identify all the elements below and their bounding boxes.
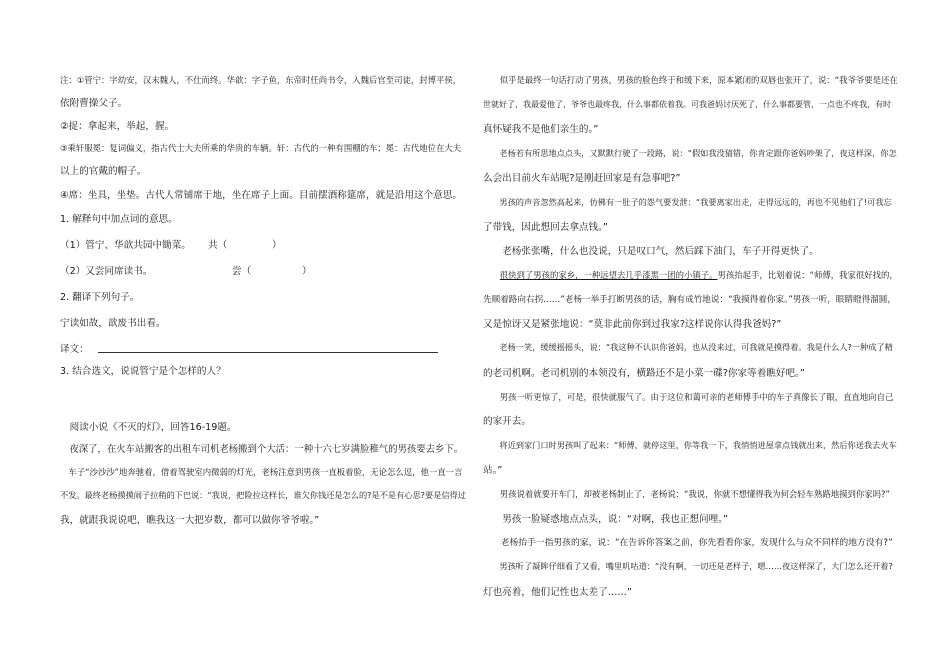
question-2-title: 2. 翻译下列句子。: [60, 292, 140, 303]
story-paragraph-line: 我，就跟我说说吧，瞧我这一大把岁数，都可以做你爷爷啦。”: [60, 515, 320, 526]
note-line: ④席：坐具，坐垫。古代人常铺席于地，坐在席子上面。目前摆酒称筵席，就是沿用这个意思。: [60, 190, 462, 201]
story-line: 么会出目前火车站呢?是刚赶回家是有急事吧?”: [483, 173, 681, 184]
story-line: 真怀疑我不是他们亲生的。”: [483, 124, 599, 135]
story-paragraph-line: 夜深了，在火车站搬客的出租车司机老杨搬到个大活：一种十六七岁满脸稚气的男孩要去乡下。: [69, 444, 464, 455]
story-line: 的家开去。: [483, 416, 531, 427]
story-line: 男孩说着就要开车门，却被老杨制止了，老杨说：“我说，你就不想懂得我为何会轻车熟路地摸到你家吗?”: [499, 489, 890, 499]
story-line: 男孩一脸疑惑地点点头，说：“对啊，我也正想问哩。”: [502, 514, 728, 525]
question-2-sentence: 宁读如故，歆废书出看。: [60, 318, 166, 329]
note-line: 注：①管宁：字幼安，汉末魏人，不仕而终。华歆：字子鱼，东帝时任尚书令，入魏后官至司徒，封博平侯，: [60, 75, 462, 85]
story-line: 老杨一笑，缓缓摇摇头，说：“我这种不认识你爸妈，也从没来过，可我就是摸得着。我是什么人?一种成了精: [499, 342, 893, 352]
note-line: 依附曹操父子。: [60, 98, 128, 109]
question-3: 3. 结合选文，说说管宁是个怎样的人？: [60, 366, 226, 377]
story-line: 男孩一听更惊了，可是，很快就服气了。由于这位和蔼可亲的老师傅手中的车子真像长了眼，直直地向自己: [499, 392, 894, 402]
story-line: 老杨若有所思地点点头，又默默行驶了一段路，说：“假如我没猜错，你肯定跟你爸妈吵架了，夜这样深，你怎: [499, 148, 897, 158]
underlined-sentence: 很快到了男孩的家乡，一种远望去几乎漆黑一团的小镇子。: [499, 270, 718, 280]
note-line: 以上的官戴的帽子。: [60, 166, 147, 177]
note-line: ②捉：拿起来，举起，握。: [60, 121, 175, 132]
story-line: 站。”: [483, 465, 503, 476]
story-line: 将近到家门口时男孩叫了起来：“师傅，就停这里，你等我一下，我悄悄进屋拿点钱就出来，然后你送我去火车: [499, 440, 897, 450]
story-line: 的老司机啊。老司机别的本领没有，横路还不是小菜一碟?你家等着瞧好吧。”: [483, 368, 805, 379]
left-column: [60, 0, 470, 671]
right-column: [483, 0, 898, 671]
story-line: 似乎是最终一句话打动了男孩，男孩的脸色终于和缓下来，原本紧闭的双唇也张开了，说：“我爷爷要是还在: [499, 75, 898, 85]
question-1-blank-2-open: 尝（: [232, 266, 252, 277]
story-line-rest: 男孩抬起手，比划着说：“师傅，我家很好找的，: [717, 270, 898, 280]
story-intro: 阅读小说《不灭的灯》，回答16-19题。: [69, 422, 237, 433]
story-line: 又是惊讶又是紧张地说：“莫非此前你到过我家?这样说你认得我爸妈?”: [483, 319, 782, 330]
question-1-item-2: （2）又尝同席读书。: [60, 266, 153, 277]
question-1-answer-field-2[interactable]: ）: [302, 266, 312, 277]
story-paragraph-line: 车子“沙沙沙”地奔驰着，借着驾驶室内微弱的灯光，老杨注意到男孩一直板着脸，无论怎么逗，他一直一言: [68, 467, 463, 477]
question-1-blank-1-open: 共（: [208, 240, 228, 251]
story-paragraph-line: 不发。最终老杨摸摸闹子拉稍的下巴说：“我说，把险拉这样长，谁欠你钱还是怎么的?是不是有心思?要是信得过: [60, 490, 466, 500]
translation-answer-line[interactable]: [98, 352, 438, 353]
story-line-underlined: [483, 270, 898, 280]
question-1-item-1: （1）管宁、华歆共园中锄菜。: [60, 240, 191, 251]
story-line: 老杨抬手一指男孩的家，说：“在告诉你答案之前，你先看看你家，发现什么与众不同样的地方没有?”: [500, 538, 893, 548]
translation-label: 译文：: [60, 344, 89, 355]
story-line: 男孩的声音忽然高起来，仿佛有一肚子的怨气要发泄：“我要离家出走，走得远远的，再也不见他们了!可我忘: [499, 197, 892, 207]
note-line: ③乘轩服冕：复词偏义，指古代士大夫所乘的华贵的车辆。轩：古代的一种有围棚的车；冕：古代地位在大夫: [60, 143, 462, 153]
story-line: 男孩听了凝眸仔细看了又看，嘴里叽咕道：“没有啊，一切还是老样子，嗯……夜这样深了，大门怎么还开着?: [499, 561, 893, 571]
story-line: 世就好了，我最爱他了，爷爷也最疼我，什么事都依着我。可我爸妈讨厌死了，什么事都要管，一点也不疼我，有时: [483, 100, 891, 109]
story-line: 了带钱，因此想回去拿点钱。”: [483, 222, 608, 233]
story-line: 先顺着路向右拐……”老杨一举手打断男孩的话，胸有成竹地说：“我摸得着你家。”男孩一听，眼睛瞪得溜圆，: [483, 295, 896, 305]
question-1-title: 1. 解释句中加点词的意思。: [60, 214, 178, 225]
story-line: 老杨张张嘴，什么也没说，只是叹口气，然后踩下油门，车子开得更快了。: [502, 246, 819, 257]
story-line: 灯也亮着，他们记性也太差了……”: [483, 587, 632, 598]
question-1-answer-field-1[interactable]: ）: [272, 240, 282, 251]
